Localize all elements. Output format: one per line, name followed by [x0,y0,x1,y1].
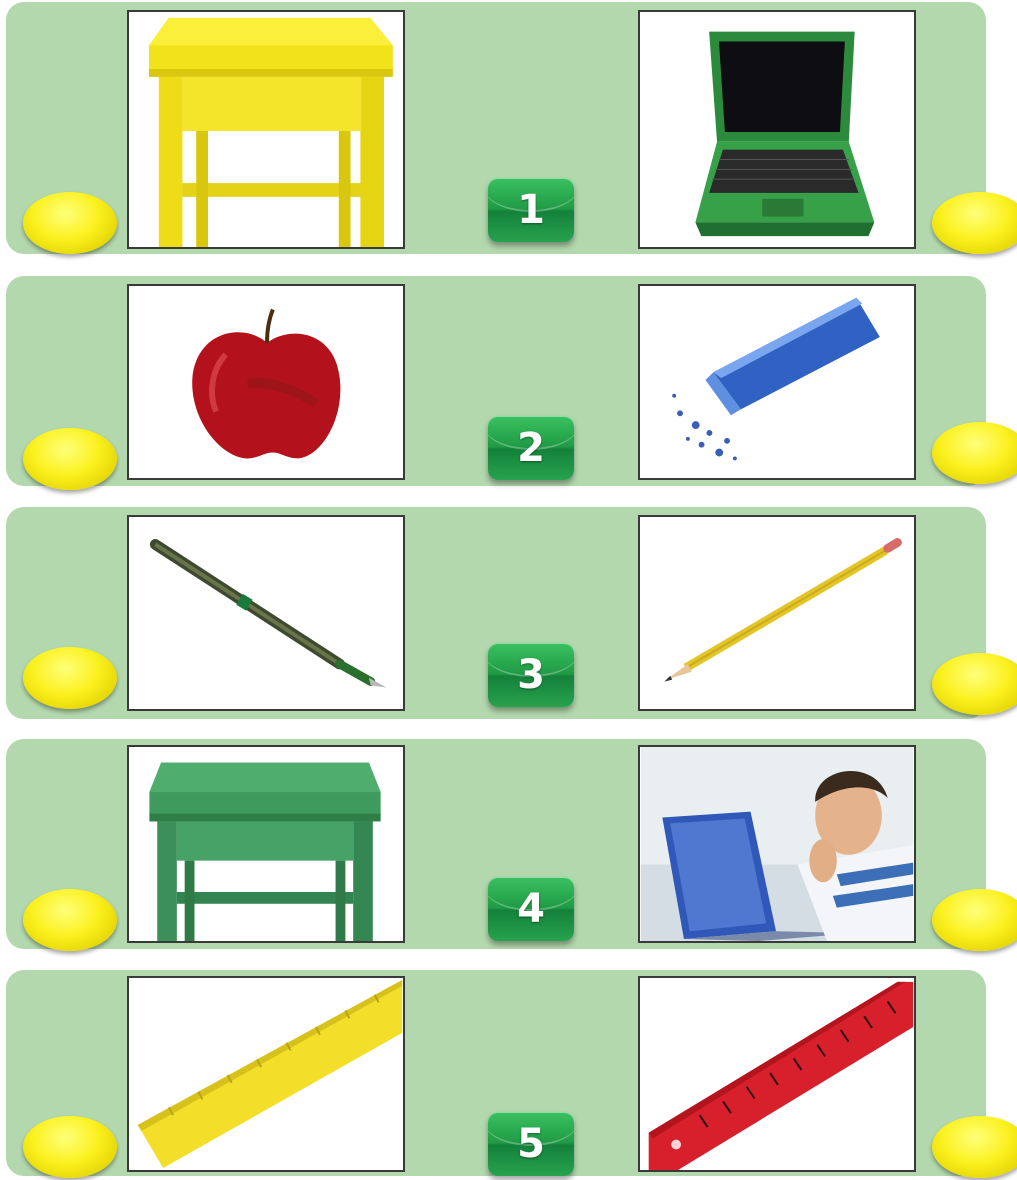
option-image-green-desk[interactable] [127,745,405,943]
answer-disc-left-2[interactable] [23,428,117,490]
question-row-3 [6,507,986,719]
red-apple-icon [129,286,403,478]
option-image-boy-with-laptop[interactable] [638,745,916,943]
option-image-yellow-desk[interactable] [127,10,405,249]
boy-with-laptop-icon [640,747,914,941]
answer-disc-left-4[interactable] [23,889,117,951]
answer-button-4[interactable]: 4 [488,877,574,941]
answer-disc-right-5[interactable] [932,1116,1017,1178]
green-desk-icon [129,747,403,941]
option-image-yellow-ruler[interactable] [127,976,405,1172]
question-row-2 [6,276,986,486]
answer-disc-right-4[interactable] [932,889,1017,951]
yellow-ruler-icon [129,978,403,1170]
answer-disc-left-3[interactable] [23,647,117,709]
answer-button-2[interactable]: 2 [488,416,574,480]
option-image-red-apple[interactable] [127,284,405,480]
fountain-pen-icon [129,517,403,709]
option-image-green-laptop[interactable] [638,10,916,249]
option-image-blue-eraser[interactable] [638,284,916,480]
blue-eraser-icon [640,286,914,478]
yellow-pencil-icon [640,517,914,709]
answer-button-1[interactable]: 1 [488,178,574,242]
question-row-4 [6,739,986,949]
answer-disc-left-5[interactable] [23,1116,117,1178]
answer-disc-right-1[interactable] [932,192,1017,254]
answer-button-5[interactable]: 5 [488,1112,574,1176]
option-image-yellow-pencil[interactable] [638,515,916,711]
answer-disc-left-1[interactable] [23,192,117,254]
question-row-5 [6,970,986,1176]
option-image-red-ruler[interactable] [638,976,916,1172]
green-laptop-icon [640,12,914,247]
red-ruler-icon [640,978,914,1170]
answer-disc-right-3[interactable] [932,653,1017,715]
question-row-1 [6,2,986,254]
yellow-desk-icon [129,12,403,247]
answer-disc-right-2[interactable] [932,422,1017,484]
option-image-fountain-pen[interactable] [127,515,405,711]
answer-button-3[interactable]: 3 [488,643,574,707]
